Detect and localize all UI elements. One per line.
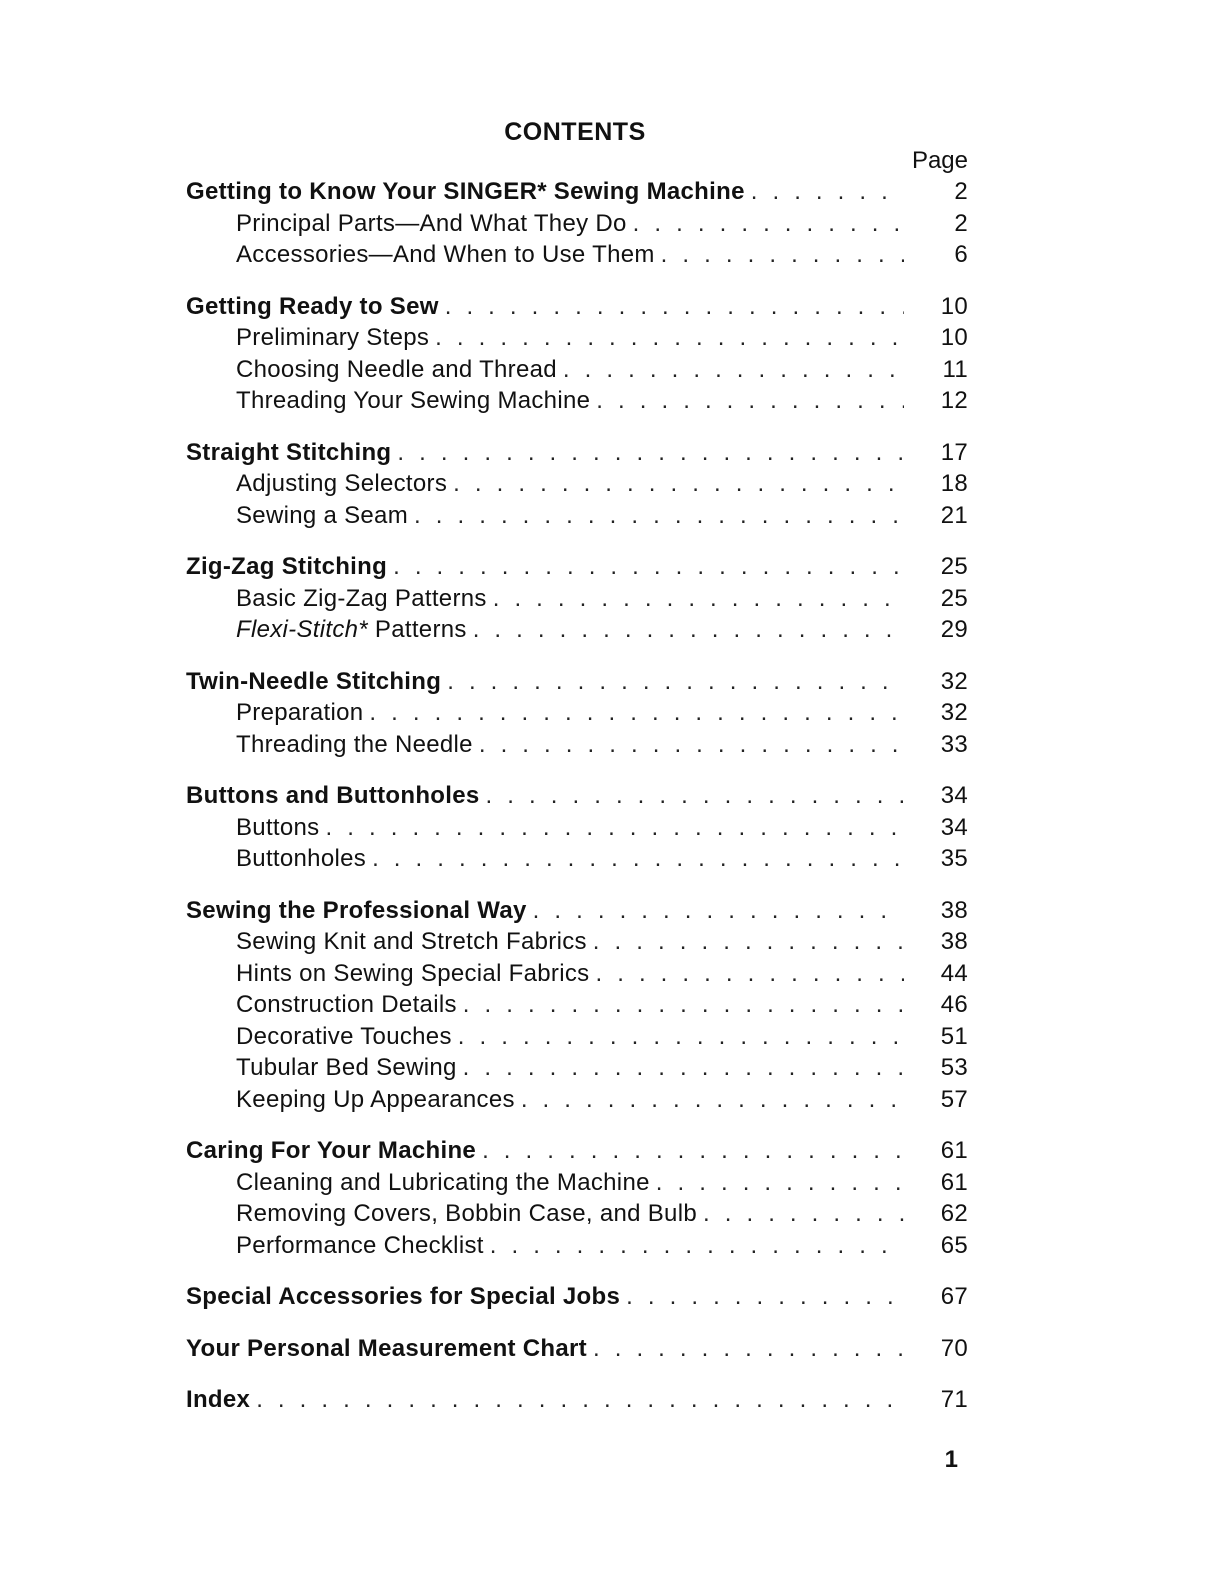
toc-entry-page: 35 <box>940 845 968 872</box>
toc-heading-row[interactable] <box>186 780 968 812</box>
toc-entry-row[interactable] <box>186 500 968 532</box>
toc-entry-label: Sewing Knit and Stretch Fabrics <box>236 928 587 955</box>
toc-entry-row[interactable] <box>186 926 968 958</box>
toc-heading-page: 2 <box>954 178 968 205</box>
toc-heading-page: 38 <box>940 896 968 924</box>
toc-entry-page: 62 <box>940 1200 968 1227</box>
toc-heading-row[interactable] <box>186 1135 968 1167</box>
toc-entry-label: Cleaning and Lubricating the Machine <box>236 1168 650 1196</box>
dot-leader <box>751 176 904 208</box>
toc-entry-page: 11 <box>942 355 968 383</box>
dot-leader <box>521 1084 904 1116</box>
toc-entry-page: 38 <box>940 928 968 955</box>
toc-section <box>186 1384 968 1416</box>
toc-heading-label: Straight Stitching <box>186 438 392 466</box>
toc-heading-page: 32 <box>940 667 968 695</box>
toc-entry-label: Preparation <box>236 699 364 726</box>
dot-leader <box>595 958 904 990</box>
toc-entry-label: Principal Parts—And What They Do <box>236 209 627 237</box>
toc-heading-page: 70 <box>940 1334 968 1362</box>
toc-entry-row[interactable] <box>186 239 968 271</box>
table-of-contents <box>186 176 968 1436</box>
dot-leader <box>493 583 904 615</box>
toc-heading-row[interactable] <box>186 437 968 469</box>
dot-leader <box>593 926 904 958</box>
toc-entry-label-rest: Patterns <box>367 616 467 643</box>
dot-leader <box>482 1135 904 1167</box>
toc-section <box>186 1333 968 1365</box>
toc-heading-row[interactable] <box>186 1384 968 1416</box>
toc-entry-label: Removing Covers, Bobbin Case, and Bulb <box>236 1200 697 1227</box>
toc-heading-row[interactable] <box>186 666 968 698</box>
dot-leader <box>661 239 904 271</box>
dot-leader <box>703 1198 904 1230</box>
dot-leader <box>445 291 904 323</box>
toc-heading-page: 67 <box>940 1283 968 1310</box>
toc-entry-label: Construction Details <box>236 991 457 1018</box>
dot-leader <box>372 843 904 875</box>
toc-entry-row[interactable] <box>186 322 968 354</box>
dot-leader <box>463 1052 904 1084</box>
dot-leader <box>473 614 904 646</box>
toc-entry-page: 34 <box>940 813 968 841</box>
toc-heading-label: Special Accessories for Special Jobs <box>186 1283 621 1310</box>
toc-entry-page: 2 <box>954 209 968 237</box>
dot-leader <box>479 729 904 761</box>
page-column-header: Page <box>911 147 968 174</box>
dot-leader <box>593 1333 904 1365</box>
footer-page-number: 1 <box>944 1446 958 1473</box>
toc-entry-label <box>236 614 473 646</box>
dot-leader <box>435 322 904 354</box>
toc-entry-label: Decorative Touches <box>236 1022 452 1050</box>
toc-entry-page: 32 <box>940 699 968 726</box>
toc-entry-row[interactable] <box>186 843 968 875</box>
dot-leader <box>397 437 904 469</box>
toc-entry-page: 57 <box>940 1085 968 1113</box>
dot-leader <box>326 812 905 844</box>
toc-entry-row[interactable] <box>186 1021 968 1053</box>
toc-section <box>186 176 968 271</box>
page-title: CONTENTS <box>504 118 646 146</box>
toc-entry-page: 46 <box>940 991 968 1018</box>
toc-entry-label-italic: Flexi-Stitch* <box>236 616 368 643</box>
toc-entry-label: Tubular Bed Sewing <box>236 1054 457 1081</box>
toc-entry-page: 53 <box>940 1054 968 1081</box>
dot-leader <box>453 468 904 500</box>
dot-leader <box>596 385 904 417</box>
toc-entry-row[interactable] <box>186 1052 968 1084</box>
dot-leader <box>626 1281 904 1313</box>
toc-entry-label: Hints on Sewing Special Fabrics <box>236 959 590 987</box>
dot-leader <box>463 989 904 1021</box>
toc-heading-row[interactable] <box>186 895 968 927</box>
toc-entry-page: 21 <box>940 501 968 529</box>
toc-heading-row[interactable] <box>186 1281 968 1313</box>
toc-entry-row[interactable] <box>186 1198 968 1230</box>
toc-heading-row[interactable] <box>186 1333 968 1365</box>
dot-leader <box>486 780 904 812</box>
toc-entry-page: 6 <box>954 241 968 268</box>
dot-leader <box>369 697 904 729</box>
toc-section <box>186 780 968 875</box>
toc-entry-row[interactable] <box>186 1084 968 1116</box>
toc-entry-page: 29 <box>940 616 968 643</box>
toc-heading-page: 71 <box>940 1386 968 1413</box>
toc-entry-page: 12 <box>940 387 968 414</box>
toc-entry-label: Accessories—And When to Use Them <box>236 241 655 268</box>
toc-heading-page: 25 <box>940 553 968 580</box>
toc-entry-row[interactable] <box>186 385 968 417</box>
toc-entry-page: 33 <box>940 730 968 758</box>
toc-entry-row[interactable] <box>186 697 968 729</box>
toc-entry-page: 44 <box>940 959 968 987</box>
toc-section <box>186 1281 968 1313</box>
toc-section <box>186 895 968 1116</box>
toc-entry-row[interactable] <box>186 354 968 386</box>
dot-leader <box>533 895 904 927</box>
toc-heading-page: 10 <box>940 292 968 320</box>
toc-heading-label: Index <box>186 1386 251 1413</box>
toc-entry-label: Performance Checklist <box>236 1231 484 1259</box>
toc-heading-label: Buttons and Buttonholes <box>186 782 480 809</box>
toc-heading-label: Caring For Your Machine <box>186 1137 477 1164</box>
toc-heading-label: Twin-Needle Stitching <box>186 667 442 695</box>
toc-entry-label: Preliminary Steps <box>236 324 430 351</box>
dot-leader <box>256 1384 904 1416</box>
toc-entry-label: Threading Your Sewing Machine <box>236 387 591 414</box>
toc-entry-row[interactable] <box>186 614 968 646</box>
toc-heading-label: Your Personal Measurement Chart <box>186 1334 587 1362</box>
toc-section <box>186 666 968 761</box>
toc-entry-row[interactable] <box>186 1230 968 1262</box>
dot-leader <box>414 500 904 532</box>
toc-entry-label: Adjusting Selectors <box>236 470 448 497</box>
toc-entry-label: Buttonholes <box>236 845 367 872</box>
dot-leader <box>563 354 904 386</box>
toc-entry-row[interactable] <box>186 468 968 500</box>
toc-entry-row[interactable] <box>186 1167 968 1199</box>
dot-leader <box>656 1167 904 1199</box>
toc-heading-label: Sewing the Professional Way <box>186 896 527 924</box>
toc-entry-label: Sewing a Seam <box>236 501 408 529</box>
toc-entry-label: Buttons <box>236 813 320 841</box>
toc-section <box>186 1135 968 1261</box>
toc-heading-page: 34 <box>940 782 968 809</box>
dot-leader <box>447 666 904 698</box>
dot-leader <box>633 208 904 240</box>
dot-leader <box>458 1021 904 1053</box>
toc-entry-row[interactable] <box>186 208 968 240</box>
toc-entry-page: 61 <box>940 1168 968 1196</box>
toc-entry-label: Basic Zig-Zag Patterns <box>236 584 487 612</box>
toc-heading-label: Getting Ready to Sew <box>186 292 439 320</box>
toc-heading-label: Zig-Zag Stitching <box>186 553 388 580</box>
toc-heading-row[interactable] <box>186 291 968 323</box>
toc-entry-page: 25 <box>940 584 968 612</box>
toc-entry-row[interactable] <box>186 989 968 1021</box>
toc-entry-label: Keeping Up Appearances <box>236 1085 515 1113</box>
toc-entry-row[interactable] <box>186 958 968 990</box>
toc-entry-page: 51 <box>940 1022 968 1050</box>
toc-heading-page: 61 <box>940 1137 968 1164</box>
toc-section <box>186 291 968 417</box>
toc-heading-row[interactable] <box>186 176 968 208</box>
toc-heading-row[interactable] <box>186 551 968 583</box>
toc-heading-label: Getting to Know Your SINGER* Sewing Machine <box>186 178 745 205</box>
toc-entry-row[interactable] <box>186 812 968 844</box>
toc-entry-label: Threading the Needle <box>236 730 473 758</box>
dot-leader <box>393 551 904 583</box>
toc-entry-page: 18 <box>940 470 968 497</box>
dot-leader <box>490 1230 904 1262</box>
toc-entry-page: 10 <box>940 324 968 351</box>
toc-section <box>186 551 968 646</box>
toc-entry-label: Choosing Needle and Thread <box>236 355 557 383</box>
toc-section <box>186 437 968 532</box>
toc-heading-page: 17 <box>940 438 968 466</box>
toc-entry-row[interactable] <box>186 729 968 761</box>
toc-entry-row[interactable] <box>186 583 968 615</box>
toc-entry-page: 65 <box>940 1231 968 1259</box>
